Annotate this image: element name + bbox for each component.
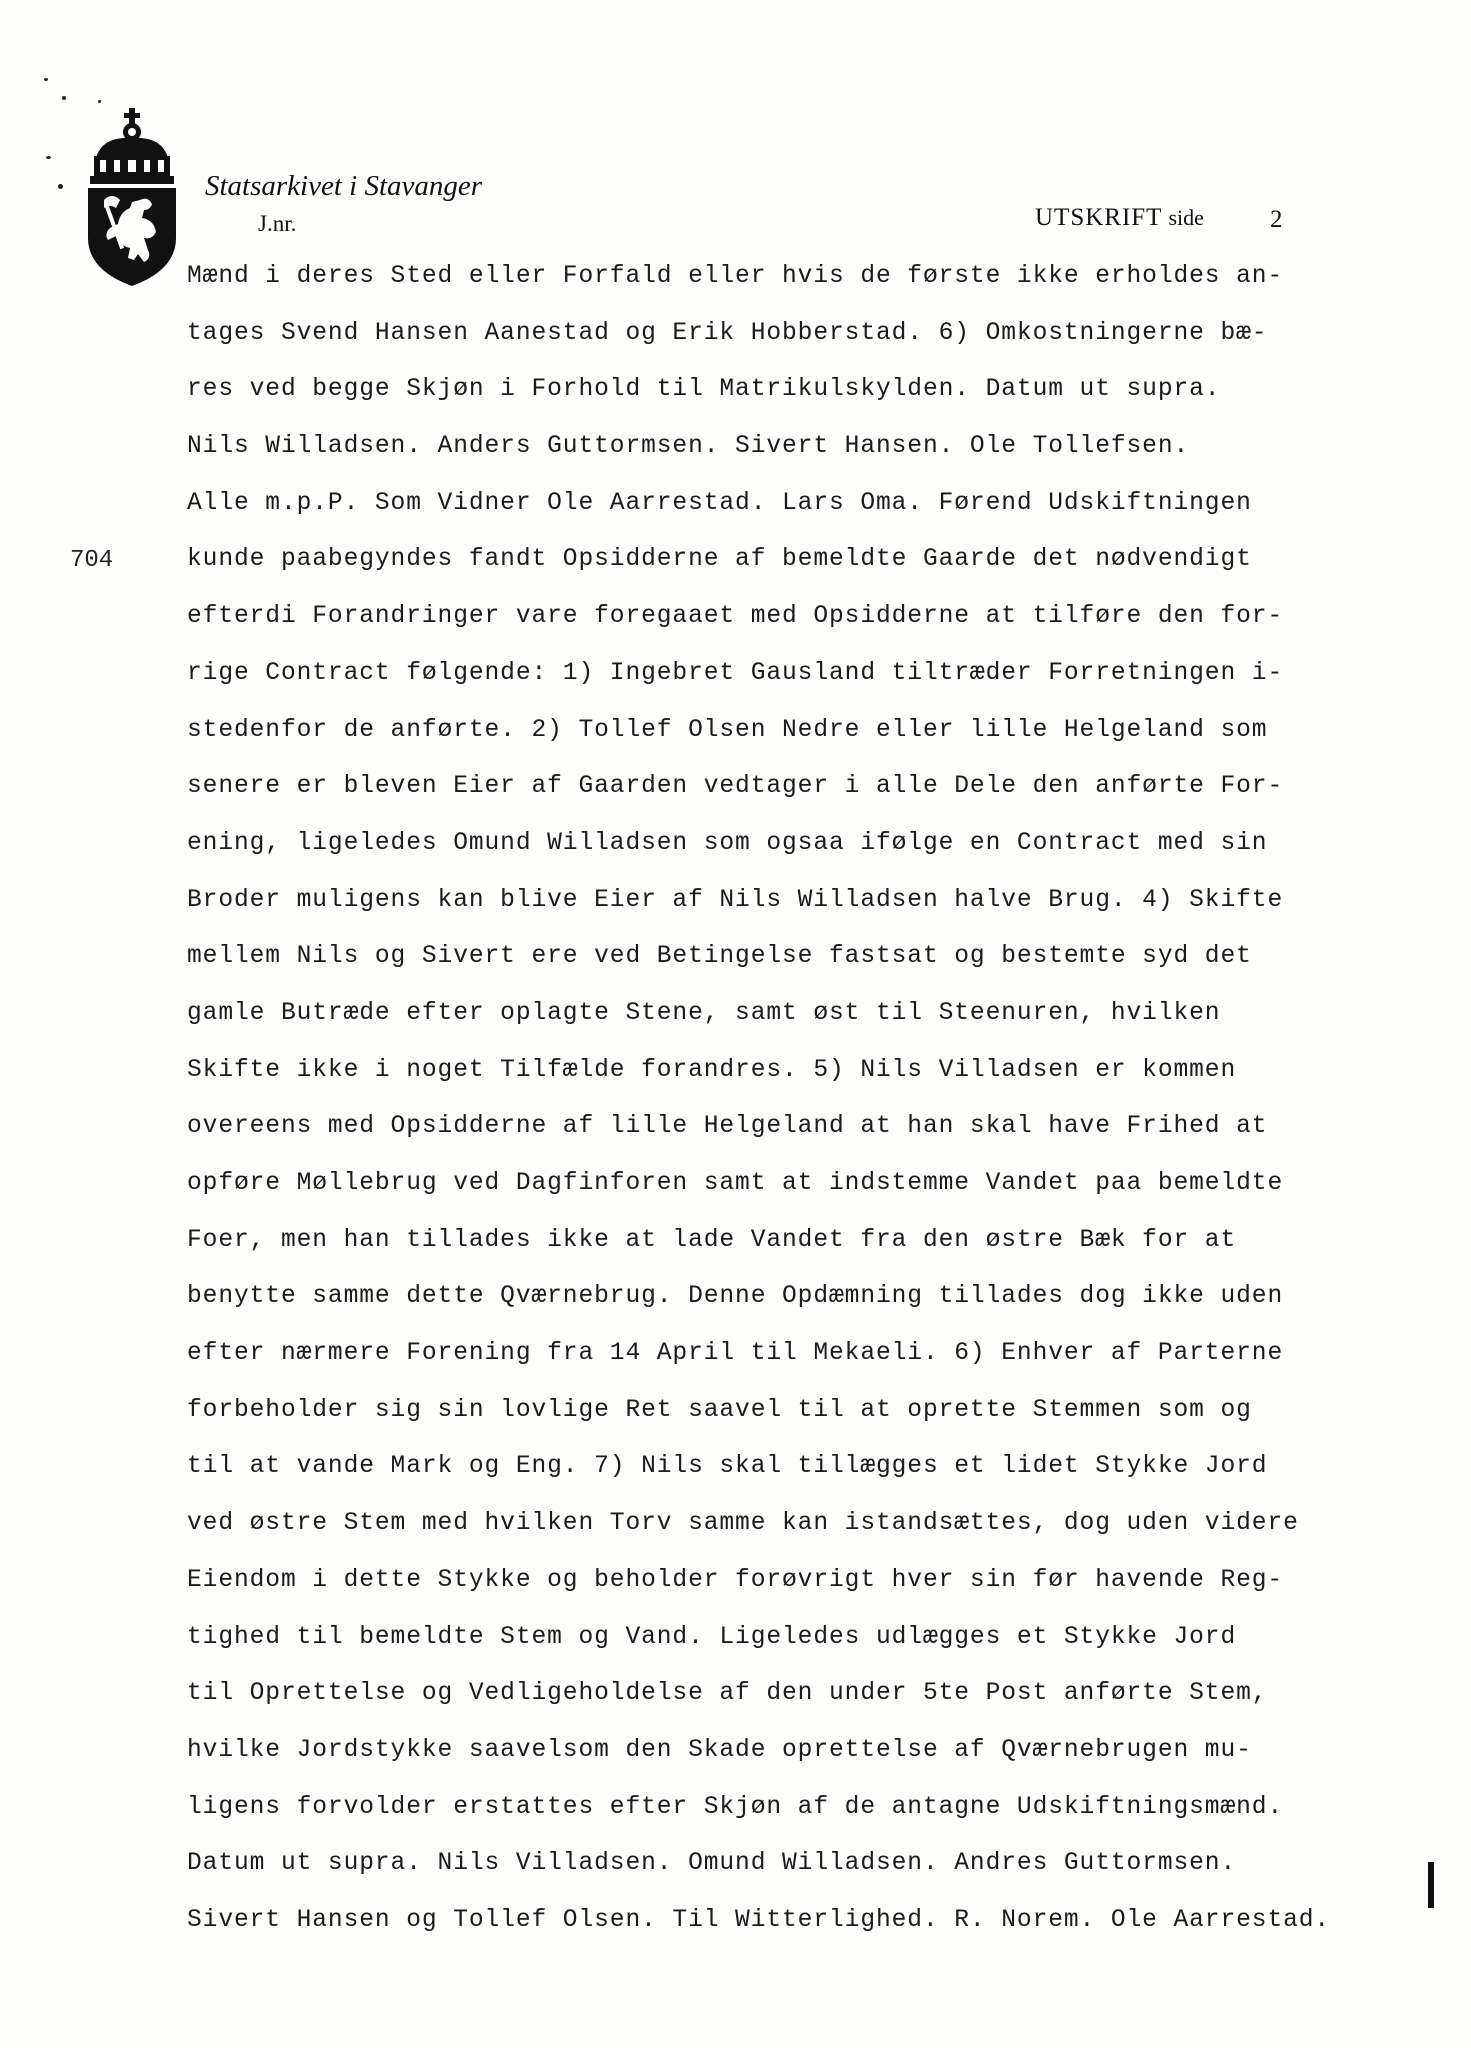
text-line: til at vande Mark og Eng. 7) Nils skal tillægges et lidet Stykke Jord [187, 1453, 1268, 1481]
text-line: res ved begge Skjøn i Forhold til Matrikulskylden. Datum ut supra. [187, 376, 1221, 404]
text-line: overeens med Opsidderne af lille Helgeland at han skal have Frihed at [187, 1113, 1268, 1141]
text-line: benytte samme dette Qværnebrug. Denne Opdæmning tillades dog ikke uden [187, 1283, 1284, 1311]
text-line: Eiendom i dette Stykke og beholder forøvrigt hver sin før havende Reg- [187, 1566, 1284, 1594]
scan-speck [98, 100, 101, 103]
text-line: kunde paabegyndes fandt Opsidderne af bemeldte Gaarde det nødvendigt [187, 546, 1252, 574]
text-line: Foer, men han tillades ikke at lade Vandet fra den østre Bæk for at [187, 1226, 1237, 1254]
text-line: Skifte ikke i noget Tilfælde forandres. 5) Nils Villadsen er kommen [187, 1056, 1237, 1084]
text-line: mellem Nils og Sivert ere ved Betingelse fastsat og bestemte syd det [187, 943, 1252, 971]
scan-edge-mark [1428, 1862, 1434, 1908]
text-line: tighed til bemeldte Stem og Vand. Ligeledes udlægges et Stykke Jord [187, 1623, 1237, 1651]
text-line: efter nærmere Forening fra 14 April til Mekaeli. 6) Enhver af Parterne [187, 1340, 1284, 1368]
text-line: senere er bleven Eier af Gaarden vedtager i alle Dele den anførte For- [187, 773, 1284, 801]
scan-speck [62, 96, 66, 100]
norwegian-coat-of-arms-icon [82, 108, 182, 288]
text-line: Datum ut supra. Nils Villadsen. Omund Willadsen. Andres Guttormsen. [187, 1850, 1237, 1878]
text-line: Broder muligens kan blive Eier af Nils Willadsen halve Brug. 4) Skifte [187, 886, 1284, 914]
scan-speck [46, 156, 51, 159]
text-line: gamle Butræde efter oplagte Stene, samt øst til Steenuren, hvilken [187, 999, 1221, 1027]
text-line: Sivert Hansen og Tollef Olsen. Til Witterlighed. R. Norem. Ole Aarrestad. [187, 1906, 1331, 1934]
scan-speck [44, 78, 48, 81]
text-line: opføre Møllebrug ved Dagfinforen samt at indstemme Vandet paa bemeldte [187, 1170, 1284, 1197]
journal-number-label: J.nr. [258, 211, 297, 236]
text-line: efterdi Forandringer vare foregaaet med Opsidderne at tilføre den for- [187, 603, 1284, 631]
text-line: ved østre Stem med hvilken Torv samme kan istandsættes, dog uden videre [187, 1510, 1299, 1538]
archive-name: Statsarkivet i Stavanger [205, 170, 483, 202]
scan-speck [58, 184, 63, 189]
side-word: side [1168, 205, 1204, 230]
text-line: Alle m.p.P. Som Vidner Ole Aarrestad. Lars Oma. Førend Udskiftningen [187, 489, 1252, 517]
transcript-word: UTSKRIFT [1035, 204, 1163, 231]
text-line: Nils Willadsen. Anders Guttormsen. Sivert Hansen. Ole Tollefsen. [187, 433, 1190, 461]
text-line: tages Svend Hansen Aanestad og Erik Hobberstad. 6) Omkostningerne bæ- [187, 319, 1268, 347]
text-line: ening, ligeledes Omund Willadsen som ogsaa ifølge en Contract med sin [187, 829, 1268, 857]
text-line: Mænd i deres Sted eller Forfald eller hvis de første ikke erholdes an- [187, 263, 1284, 290]
text-line: rige Contract følgende: 1) Ingebret Gausland tiltræder Forretningen i- [187, 659, 1284, 687]
margin-folio-number: 704 [70, 547, 114, 574]
text-line: forbeholder sig sin lovlige Ret saavel til at oprette Stemmen som og [187, 1396, 1252, 1424]
transcript-body [187, 260, 1432, 1961]
transcript-label [1035, 204, 1204, 232]
text-line: hvilke Jordstykke saavelsom den Skade oprettelse af Qværnebrugen mu- [187, 1736, 1252, 1764]
page-number: 2 [1270, 206, 1283, 233]
text-line: stedenfor de anførte. 2) Tollef Olsen Nedre eller lille Helgeland som [187, 716, 1268, 744]
text-line: ligens forvolder erstattes efter Skjøn af de antagne Udskiftningsmænd. [187, 1793, 1284, 1821]
text-line: til Oprettelse og Vedligeholdelse af den under 5te Post anførte Stem, [187, 1680, 1268, 1708]
